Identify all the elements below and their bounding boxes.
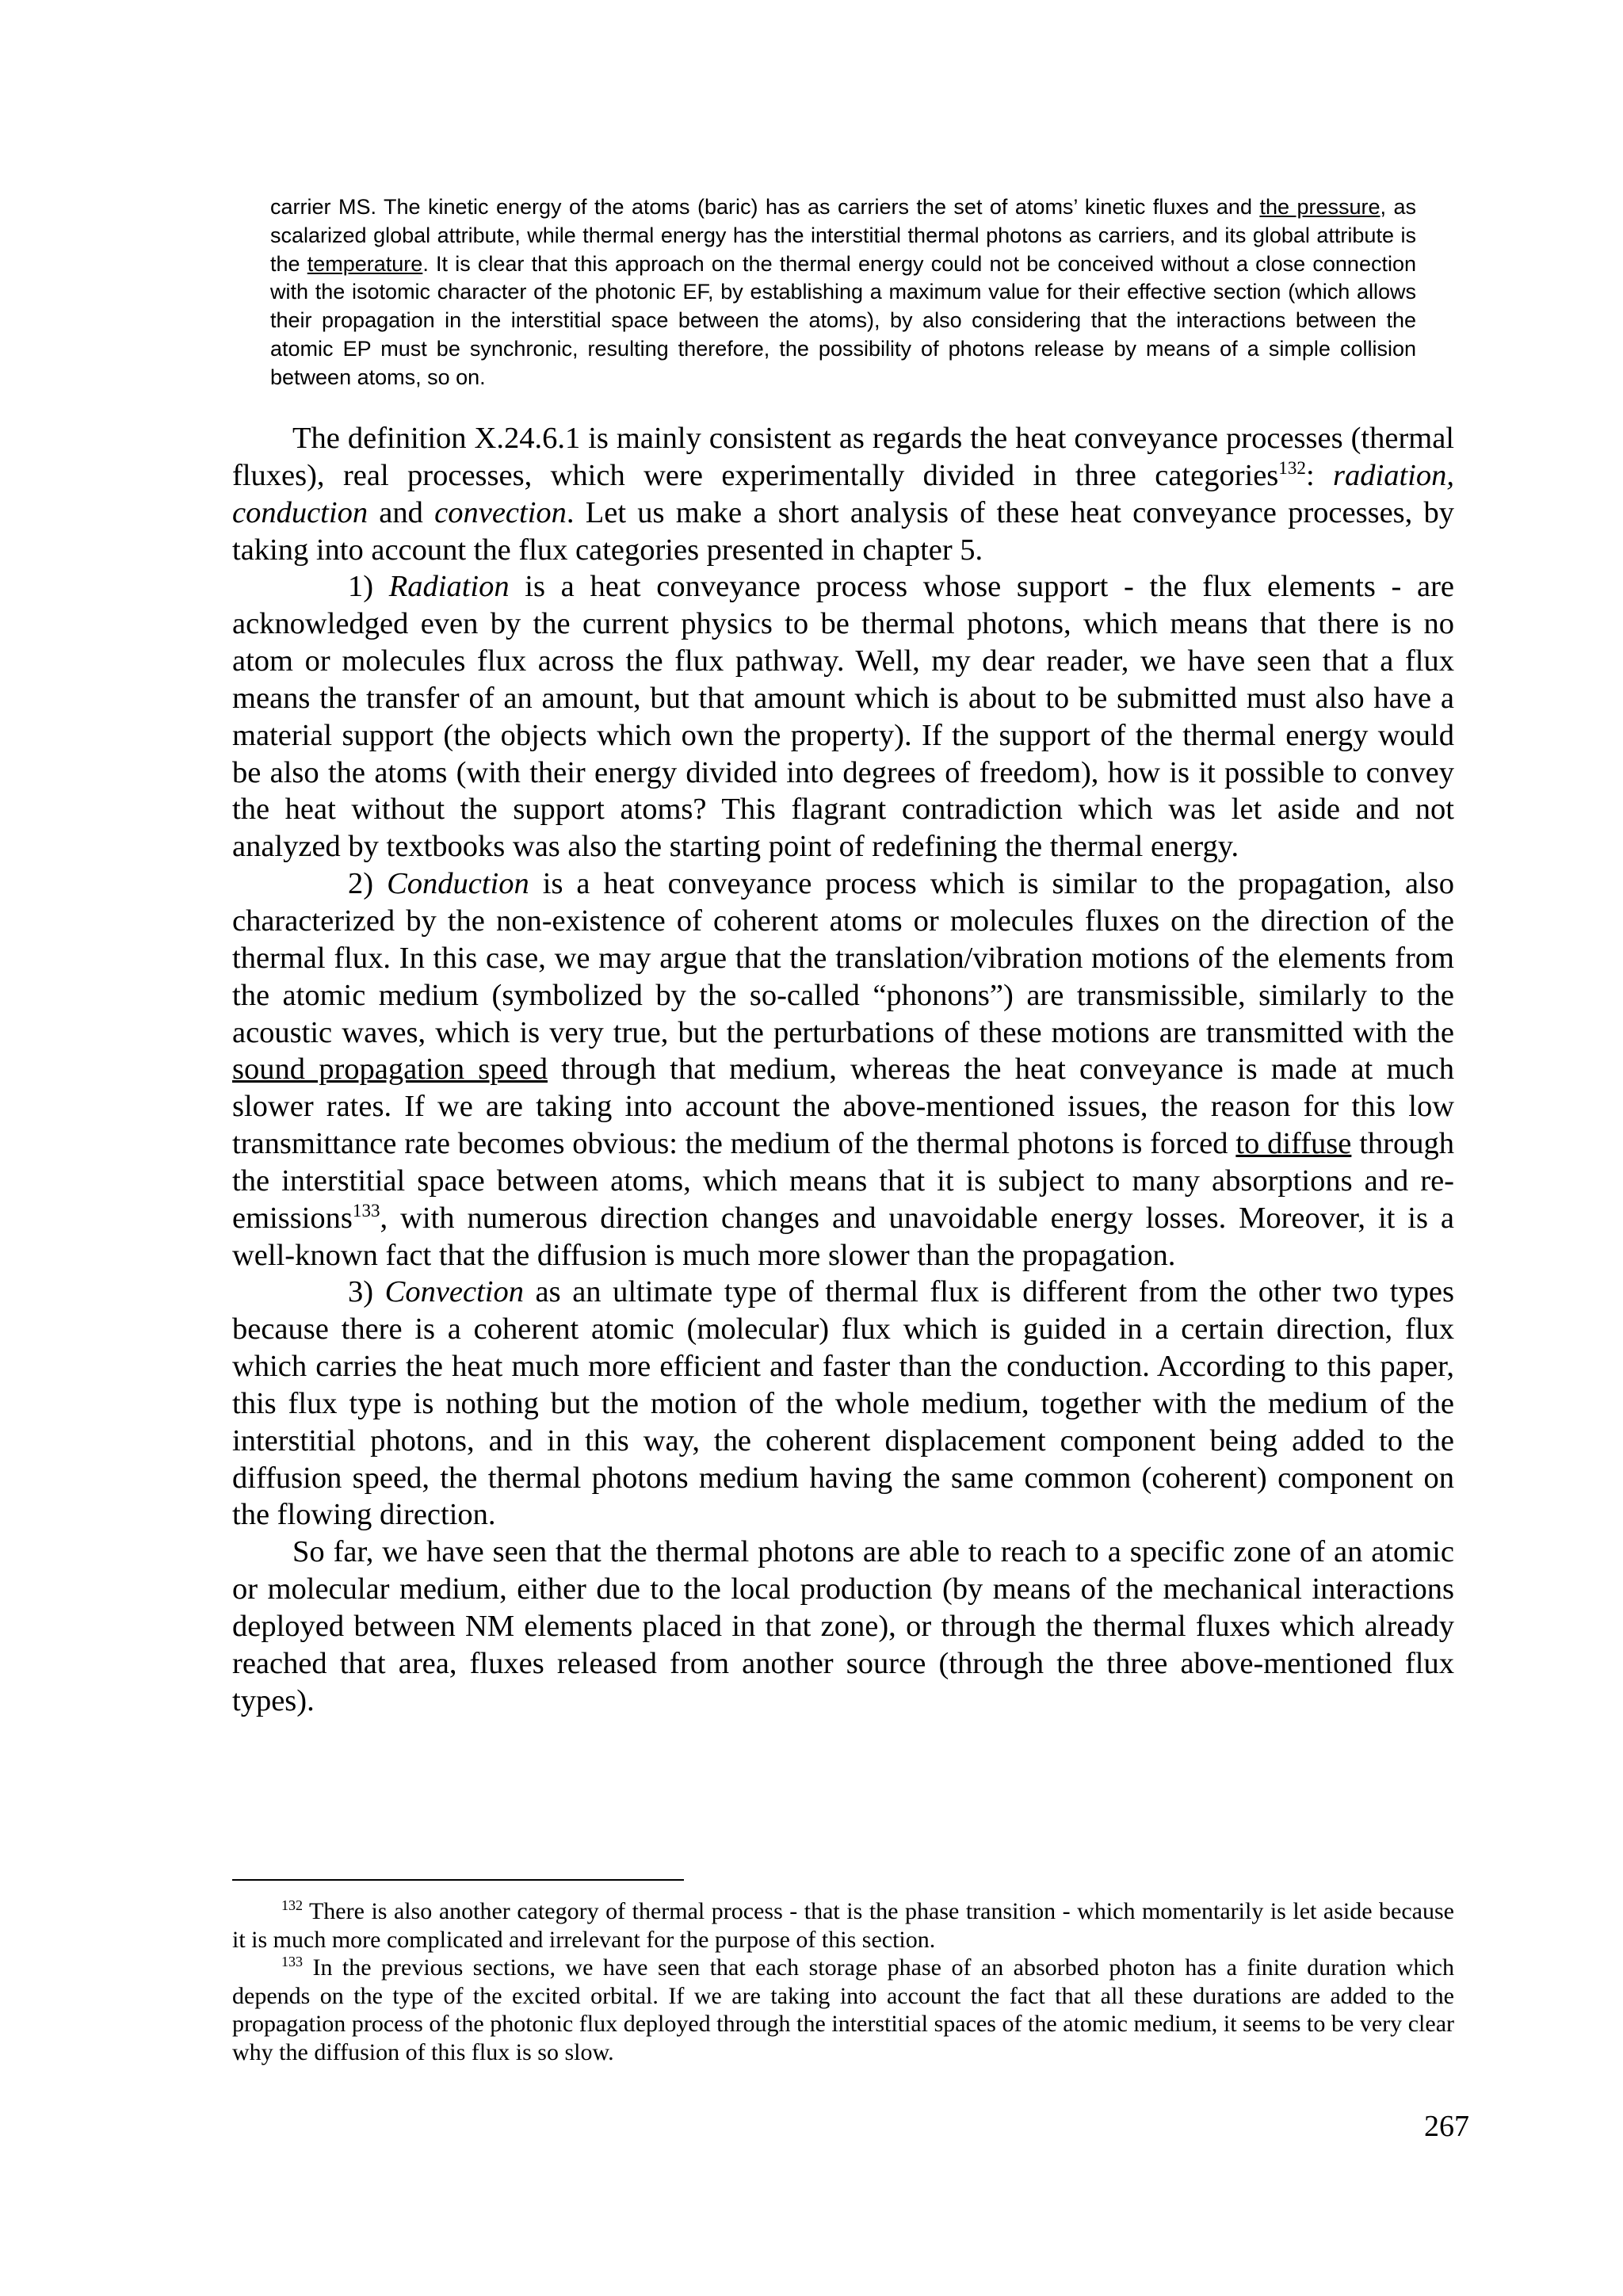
italic-term-conduction: Conduction (387, 867, 529, 901)
paragraph-text: The definition X.24.6.1 is mainly consistent as regards the heat conveyance processes (thermal fluxes), real processes, which were experimentally divided in three categories (232, 422, 1454, 492)
page-number: 267 (1424, 2110, 1469, 2143)
footnotes (232, 1897, 1454, 2067)
italic-term-convection: Convection (384, 1275, 524, 1309)
footnote-text: There is also another category of thermal process - that is the phase transition - which momentarily is let aside because it is much more complicated and irrelevant for the purpose of this section. (232, 1898, 1454, 1953)
footnote-133 (232, 1954, 1454, 2066)
paragraph-conduction (232, 865, 1454, 1274)
paragraph-text: is a heat conveyance process which is similar to the propagation, also characterized by the non-existence of coherent atoms or molecules fluxes on the direction of the thermal flux. In this case, we may argue that the translation/vibration motions of the elements from the atomic medium (symbolized by the so-called “phonons”) are transmissible, similarly to the acoustic waves, which is very true, but the perturbations of these motions are transmitted with the (232, 867, 1454, 1049)
paragraph-text: . Let us make a short analysis of these heat conveyance processes, by taking into account the flux categories presented in chapter 5. (232, 495, 1454, 567)
italic-term-radiation: Radiation (388, 570, 510, 604)
list-number: 3) (348, 1275, 385, 1309)
italic-terms: radiation, conduction (232, 458, 1454, 529)
underlined-sound-propagation-speed: sound propagation speed (232, 1052, 548, 1087)
paragraph-text: : (1305, 458, 1334, 492)
quote-text: carrier MS. The kinetic energy of the atoms (baric) has as carriers the set of atoms’ kinetic fluxes and (270, 195, 1260, 219)
footnote-number: 133 (281, 1954, 303, 1970)
paragraph-text: and (368, 495, 435, 529)
list-number: 1) (348, 570, 389, 604)
paragraph-text: through the interstitial space between atoms, which means that it is subject to many absorptions and re-emissions (232, 1127, 1454, 1235)
quoted-block (270, 193, 1416, 392)
footnote-separator (232, 1879, 684, 1881)
main-text (232, 420, 1454, 1720)
underlined-to-diffuse: to diffuse (1235, 1127, 1352, 1161)
underlined-term-pressure: the pressure (1259, 195, 1381, 219)
footnote-ref-132[interactable]: 132 (1278, 457, 1306, 479)
paragraph-text: So far, we have seen that the thermal photons are able to reach to a specific zone of an atomic or molecular medium, either due to the local production (by means of the mechanical interactions deployed between NM elements placed in that zone), or through the thermal fluxes which already reached that area, fluxes released from another source (through the three above-mentioned flux types). (232, 1535, 1454, 1717)
quote-paragraph (270, 193, 1416, 392)
quote-text: . It is clear that this approach on the thermal energy could not be conceived without a close connection with the isotomic character of the photonic EF, by establishing a maximum value for their effective section (which allows their propagation in the interstitial space between the atoms), by also considering that the interactions between the atomic EP must be synchronic, resulting therefore, the possibility of photons release by means of a simple collision between atoms, so on. (270, 251, 1416, 389)
underlined-term-temperature: temperature (307, 251, 423, 276)
paragraph-radiation (232, 568, 1454, 865)
paragraph-text: , with numerous direction changes and unavoidable energy losses. Moreover, it is a well-known fact that the diffusion is much more slower than the propagation. (232, 1201, 1454, 1272)
footnote-text: In the previous sections, we have seen that each storage phase of an absorbed photon has a finite duration which depends on the type of the excited orbital. If we are taking into account the fact that all these durations are added to the propagation process of the photonic flux deployed through the interstitial spaces of the atomic medium, it seems to be very clear why the diffusion of this flux is so slow. (232, 1954, 1454, 2065)
paragraph-text: is a heat conveyance process whose support - the flux elements - are acknowledged even by the current physics to be thermal photons, which means that there is no atom or molecules flux across the flux pathway. Well, my dear reader, we have seen that a flux means the transfer of an amount, but that amount which is about to be submitted must also have a material support (the objects which own the property). If the support of the thermal energy would be also the atoms (with their energy divided into degrees of freedom), how is it possible to convey the heat without the support atoms? This flagrant contradiction which was let aside and not analyzed by textbooks was also the starting point of redefining the thermal energy. (232, 570, 1454, 864)
paragraph-text: through that medium, whereas the heat conveyance is made at much slower rates. If we are taking into account the above-mentioned issues, the reason for this low transmittance rate becomes obvious: the medium of the thermal photons is forced (232, 1052, 1454, 1161)
paragraph-definition (232, 420, 1454, 568)
footnote-132 (232, 1897, 1454, 1954)
footnote-number: 132 (281, 1897, 303, 1913)
italic-term-convection: convection (434, 495, 567, 529)
quote-text: , as scalarized global attribute, while thermal energy has the interstitial thermal photons as carriers, and its global attribute is the (270, 195, 1416, 276)
footnote-ref-133[interactable]: 133 (352, 1199, 380, 1221)
list-number: 2) (348, 867, 388, 901)
paragraph-summary (232, 1534, 1454, 1719)
paragraph-text: as an ultimate type of thermal flux is different from the other two types because there is a coherent atomic (molecular) flux which is guided in a certain direction, flux which carries the heat much more efficient and faster than the conduction. According to this paper, this flux type is nothing but the motion of the whole medium, together with the medium of the interstitial photons, and in this way, the coherent displacement component being added to the diffusion speed, the thermal photons medium having the same common (coherent) component on the flowing direction. (232, 1275, 1454, 1532)
paragraph-convection (232, 1274, 1454, 1534)
